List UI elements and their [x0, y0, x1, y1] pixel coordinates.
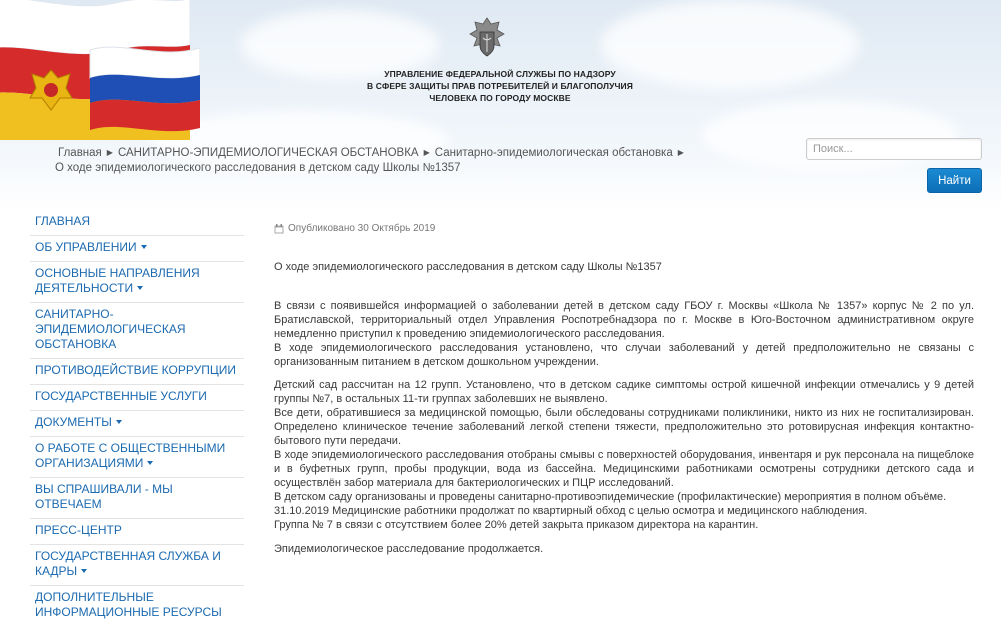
breadcrumb-current: О ходе эпидемиологического расследования в детском саду Школы №1357 — [55, 162, 461, 174]
sidebar-item-label: ПРОТИВОДЕЙСТВИЕ КОРРУПЦИИ — [35, 363, 236, 377]
sidebar-item-label: ОБ УПРАВЛЕНИИ — [35, 240, 137, 254]
sidebar-item-anticorruption[interactable] — [30, 359, 244, 385]
sidebar-item-label: ДОПОЛНИТЕЛЬНЫЕ ИНФОРМАЦИОННЫЕ РЕСУРСЫ — [35, 590, 222, 619]
sidebar-item-label: ГОСУДАРСТВЕННЫЕ УСЛУГИ — [35, 389, 207, 403]
agency-title — [330, 68, 670, 104]
article-closing: Эпидемиологическое расследование продолжается. — [274, 543, 544, 555]
breadcrumb-separator-icon: ▶ — [677, 148, 684, 157]
sidebar-menu — [30, 210, 244, 626]
breadcrumb-separator-icon: ▶ — [423, 148, 430, 157]
breadcrumb-section-link[interactable]: САНИТАРНО-ЭПИДЕМИОЛОГИЧЕСКАЯ ОБСТАНОВКА — [117, 147, 419, 159]
sidebar-item-public-organizations[interactable] — [30, 437, 244, 478]
agency-title-line: В СФЕРЕ ЗАЩИТЫ ПРАВ ПОТРЕБИТЕЛЕЙ И БЛАГОПОЛУЧИЯ — [367, 81, 633, 91]
sidebar-item-services[interactable] — [30, 385, 244, 411]
breadcrumb-home-link[interactable]: Главная — [58, 147, 102, 159]
article — [274, 222, 974, 556]
calendar-icon — [274, 224, 284, 234]
sidebar-item-resources[interactable] — [30, 586, 244, 626]
site-header — [0, 0, 1001, 210]
sidebar-item-home[interactable] — [30, 210, 244, 236]
article-section — [274, 378, 974, 532]
article-paragraph: В детском саду организованы и проведены санитарно-противоэпидемические (профилактические) мероприятия в полном объёме. — [274, 491, 947, 503]
breadcrumb-separator-icon: ▶ — [106, 148, 113, 157]
sidebar-item-faq[interactable] — [30, 478, 244, 519]
caret-down-icon — [116, 420, 122, 424]
article-paragraph: В ходе эпидемиологического расследования установлено, что случаи заболеваний у детей предположительно не связаны с организованным питанием в детском дошкольном учреждении. — [274, 342, 974, 368]
sidebar-item-epidemiology[interactable] — [30, 303, 244, 359]
agency-emblem-icon — [466, 16, 508, 64]
sidebar-item-label: О РАБОТЕ С ОБЩЕСТВЕННЫМИ ОРГАНИЗАЦИЯМИ — [35, 441, 226, 470]
article-paragraph: Детский сад рассчитан на 12 групп. Установлено, что в детском садике симптомы острой кишечной инфекции отмечались у 9 детей группы №7, в остальных 11-ти группах заболевших не выявлено. — [274, 379, 974, 405]
breadcrumb-category-link[interactable]: Санитарно-эпидемиологическая обстановка — [434, 147, 673, 159]
sidebar-item-documents[interactable] — [30, 411, 244, 437]
sidebar-item-label: ПРЕСС-ЦЕНТР — [35, 523, 122, 537]
search-input[interactable] — [806, 138, 982, 160]
article-paragraph: В ходе эпидемиологического расследования отобраны смывы с поверхностей оборудования, инвентаря и рук персонала на пищеблоке и в буфетных групп, пробы продукции, вода из бассейна. Медицинскими работниками осмотрены сотрудники детского сада и осуществлён забор материала для бактериологических и ПЦР исследований. — [274, 449, 974, 489]
sidebar-item-label: САНИТАРНО-ЭПИДЕМИОЛОГИЧЕСКАЯ ОБСТАНОВКА — [35, 307, 186, 351]
sidebar-item-label: ВЫ СПРАШИВАЛИ - МЫ ОТВЕЧАЕМ — [35, 482, 173, 511]
breadcrumb — [55, 145, 698, 176]
publish-date — [274, 222, 974, 236]
sidebar-item-press[interactable] — [30, 519, 244, 545]
sidebar-item-label: ДОКУМЕНТЫ — [35, 415, 112, 429]
caret-down-icon — [147, 461, 153, 465]
agency-title-line: ЧЕЛОВЕКА ПО ГОРОДУ МОСКВЕ — [429, 93, 571, 103]
sidebar-item-label: ОСНОВНЫЕ НАПРАВЛЕНИЯ ДЕЯТЕЛЬНОСТИ — [35, 266, 200, 295]
article-section — [274, 299, 974, 369]
caret-down-icon — [141, 245, 147, 249]
sidebar-item-label: ГЛАВНАЯ — [35, 214, 91, 228]
article-paragraph: 31.10.2019 Медицинские работники продолжат по квартирный обход с целью осмотра и медицинского наблюдения. — [274, 505, 868, 517]
sidebar-item-about[interactable] — [30, 236, 244, 262]
sidebar-item-label: ГОСУДАРСТВЕННАЯ СЛУЖБА И КАДРЫ — [35, 549, 221, 578]
article-paragraph: Группа № 7 в связи с отсутствием более 20% детей закрыта приказом директора на карантин. — [274, 519, 759, 531]
article-title: О ходе эпидемиологического расследования в детском саду Школы №1357 — [274, 261, 662, 273]
caret-down-icon — [137, 286, 143, 290]
russian-flag-small-image — [60, 40, 200, 135]
publish-date-text: Опубликовано 30 Октябрь 2019 — [288, 223, 436, 234]
article-paragraph: Все дети, обратившиеся за медицинской помощью, были обследованы сотрудниками поликлиники, никто из них не госпитализирован. Определено клиническое течение заболеваний легкой степени тяжести, предположительно это ротовирусная инфекция контактно-бытового пути передачи. — [274, 407, 974, 447]
article-paragraph: В связи с появившейся информацией о заболевании детей в детском саду ГБОУ г. Москвы «Школа № 1357» корпус № 2 по ул. Братиславской, территориальный отдел Управления Роспотребнадзора по г. Москве в Юго-Восточном административном округе немедленно приступил к проведению эпидемиологического расследования. — [274, 300, 974, 340]
sidebar-item-activities[interactable] — [30, 262, 244, 303]
caret-down-icon — [81, 569, 87, 573]
search-button[interactable]: Найти — [927, 168, 982, 193]
sidebar-item-civil-service[interactable] — [30, 545, 244, 586]
coat-of-arms-icon — [26, 64, 76, 114]
agency-title-line: УПРАВЛЕНИЕ ФЕДЕРАЛЬНОЙ СЛУЖБЫ ПО НАДЗОРУ — [384, 69, 616, 79]
